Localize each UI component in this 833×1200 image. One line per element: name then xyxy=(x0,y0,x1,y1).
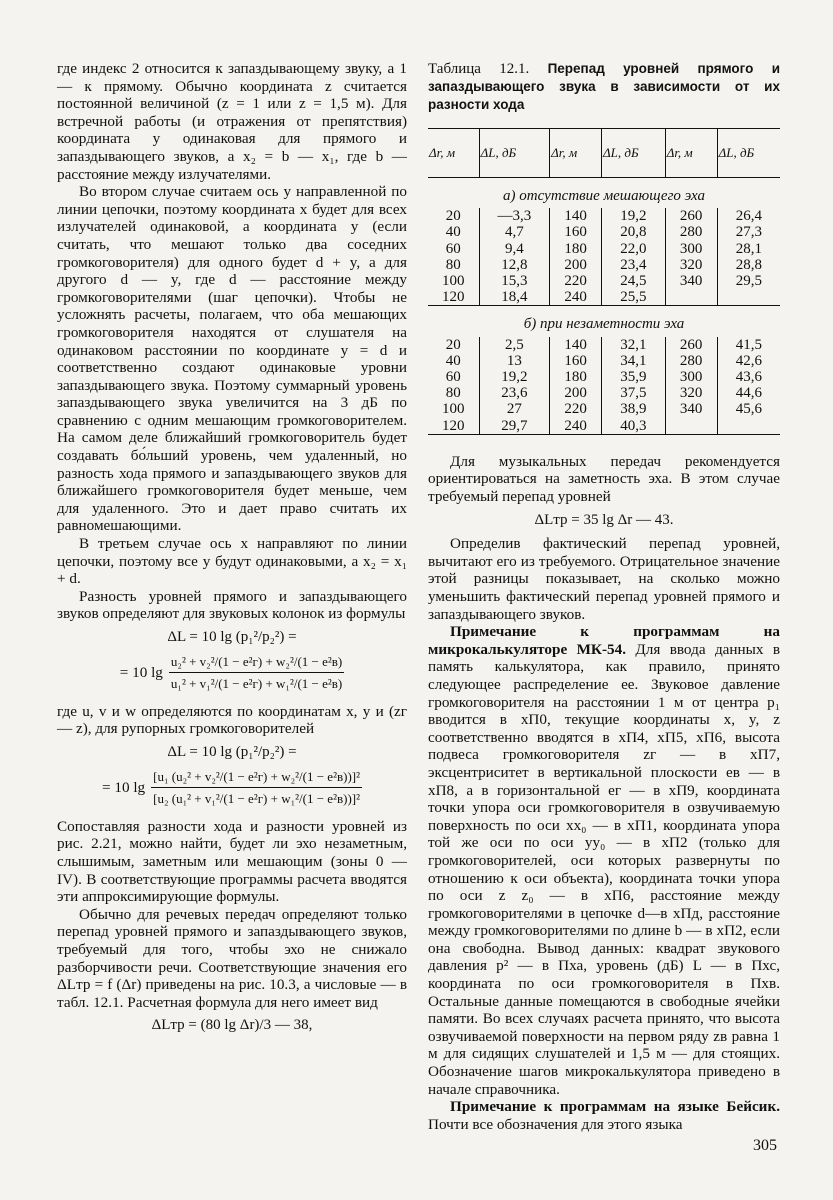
table-cell: 180 xyxy=(550,369,602,385)
formula-1-denominator: u₁² + v₁²/(1 − e²г) + w₁²/(1 − e²в) xyxy=(170,676,343,692)
table-cell xyxy=(717,418,780,435)
table-row xyxy=(428,241,780,257)
formula-2-denominator: [u₂ (u₁² + v₁²/(1 − e²г) + w₁²/(1 − e²в))]² xyxy=(153,791,361,807)
formula-2-numerator: [u₁ (u₂² + v₂²/(1 − e²г) + w₂²/(1 − e²в))]² xyxy=(151,768,362,789)
table-cell: 12,8 xyxy=(479,257,549,273)
table-cell: 40,3 xyxy=(602,418,666,435)
table-row xyxy=(428,369,780,385)
data-table xyxy=(428,128,780,435)
table-cell: 60 xyxy=(445,369,461,386)
table-caption xyxy=(428,60,780,114)
column-header: ΔL, дБ xyxy=(479,129,549,178)
note-heading: Примечание к программам на языке Бейсик. xyxy=(450,1098,780,1116)
table-section-row xyxy=(428,178,780,209)
paragraph: Разность уровней прямого и запаздывающего звуков определяют для звуковых колонок из формулы xyxy=(57,587,407,623)
column-header: Δr, м xyxy=(550,129,602,178)
table-cell: 240 xyxy=(550,289,602,306)
table-cell: 22,0 xyxy=(602,241,666,257)
formula-4: ΔLтр = 35 lg Δr — 43. xyxy=(534,511,674,528)
table-row xyxy=(428,224,780,240)
table-cell: 140 xyxy=(550,337,602,353)
table-row xyxy=(428,337,780,353)
table-cell: 140 xyxy=(550,208,602,224)
table-row xyxy=(428,273,780,289)
table-cell: 23,6 xyxy=(479,385,549,401)
table-cell: 100 xyxy=(442,273,465,290)
table-cell: 320 xyxy=(665,257,717,273)
table-cell: 13 xyxy=(479,353,549,369)
note-basic xyxy=(428,1098,780,1133)
table-cell: 20,8 xyxy=(602,224,666,240)
table-cell xyxy=(665,289,717,306)
table-cell: 80 xyxy=(445,385,461,402)
formula-1-top: ΔL = 10 lg (p₁²/p₂²) = xyxy=(167,629,297,645)
table-cell: 38,9 xyxy=(602,401,666,417)
right-column xyxy=(428,60,780,1133)
paragraph: Определив фактический перепад уровней, вычитают его из требуемого. Отрицательное значение этой разницы показывает, на сколько можно уменьшить фактический перепад уровней прямого и запаздывающего звуков. xyxy=(428,535,780,623)
column-header: Δr, м xyxy=(665,129,717,178)
paragraph: где u, v и w определяются по координатам x, y и (zг — z), для рупорных громкоговорителей xyxy=(57,702,407,738)
table-cell: 320 xyxy=(665,385,717,401)
page-number: 305 xyxy=(753,1137,777,1154)
formula-1-fraction xyxy=(169,653,344,693)
table-cell: 28,1 xyxy=(717,241,780,257)
table-cell: 2,5 xyxy=(479,337,549,353)
table-cell: 80 xyxy=(445,256,461,273)
table-cell: 120 xyxy=(428,418,479,435)
table-cell: 41,5 xyxy=(717,337,780,353)
table-cell: 40 xyxy=(445,224,461,241)
table-caption-prefix: Таблица 12.1. xyxy=(428,61,530,77)
table-row xyxy=(428,401,780,417)
table-cell: 4,7 xyxy=(479,224,549,240)
formula-2 xyxy=(57,768,407,808)
paragraph: Обычно для речевых передач определяют только перепад уровней прямого и запаздывающего звуков, требуемый для того, чтобы эхо не снижало разборчивости речи. Соответствующие значения его ΔLтр = f (Δr) приведены на рис. 10.3, а числовые — в табл. 12.1. Расчетная формула для него имеет вид xyxy=(57,905,407,1011)
table-row xyxy=(428,257,780,273)
paragraph: Во втором случае считаем ось y направленной по линии цепочки, поэтому координата x будет для всех излучателей одинаковой, а координата y (если считать, что мешают только два соседних громкоговорителя) для одного будет d + y, а для другого d — y, где d — расстояние между громкоговорителями (шаг цепочки). Чтобы не усложнять расчеты, полагаем, что оба мешающих громкоговорителя находятся от слушателя на одинаковом расстоянии по координате y = d и соответственно создают одинаковые уровни запаздывающего звука. Поэтому суммарный уровень запаздывающего звука увеличится на 3 дБ по сравнению с одним мешающим громкоговорителем. На самом деле ближайший громкоговоритель будет создавать бо́льший уровень, чем удаленный, но разность хода прямого и запаздывающего звуков для ближайшего громкоговорителя будет меньше, чем для удаленного. Это и дает право считать их равномешающими. xyxy=(57,183,407,535)
table-cell: 180 xyxy=(550,241,602,257)
table-section-label: а) отсутствие мешающего эха xyxy=(503,188,705,204)
table-cell: 37,5 xyxy=(602,385,666,401)
table-cell: 23,4 xyxy=(602,257,666,273)
table-row xyxy=(428,418,780,435)
note-body: Почти все обозначения для этого языка xyxy=(428,1115,683,1133)
table-cell xyxy=(665,418,717,435)
formula-2-prefix: = 10 lg xyxy=(101,778,146,796)
formula-2-fraction xyxy=(151,768,362,808)
table-cell: 27,3 xyxy=(717,224,780,240)
table-cell: 160 xyxy=(550,224,602,240)
column-header: ΔL, дБ xyxy=(717,129,780,178)
table-section-label: б) при незаметности эха xyxy=(523,316,685,333)
table-cell: 25,5 xyxy=(602,289,666,306)
table-cell: 100 xyxy=(442,401,465,418)
table-row xyxy=(428,289,780,306)
table-cell: 220 xyxy=(550,401,602,417)
table-cell: 340 xyxy=(665,273,717,289)
table-cell: 120 xyxy=(428,289,479,306)
table-cell: 260 xyxy=(665,337,717,353)
formula-1-prefix: = 10 lg xyxy=(119,663,163,681)
table-cell: 280 xyxy=(665,224,717,240)
note-body: Для ввода данных в память калькулятора, как правило, принято следующее распределение ее. Звуковое давление громкоговорителя на расстоянии 1 м от центра p₁ вводится в хП0, текущие координаты x, y, z соответственно вводятся в хП4, хП5, хП6, высота подвеса громкоговорителя zг — в хП7, эксцентриситет в вертикальной плоскости eв — в хП8, а в горизонтальной eг — в хП9, координата точки упора оси громкоговорителя в озвучиваемую поверхность по оси xx₀ — в хП1, координата упора той же оси по оси yy₀ — в хП2 (только для громкоговорителей, оси которых развернуты по отношению к оси объекта), координата точки упора по оси z z₀ — в хП6, расстояние между громкоговорителями в цепочке d—в хПд, расстояние между громкоговорителями по длине b — в хП2, если она свободна. Вывод данных: квадрат звукового давления p² — в Пха, уровень (дБ) L — в Пхс, координата по оси громкоговорителя в Пхв. Остальные данные помещаются в свободные ячейки памяти. Во всех случаях расчета принято, что высота озвучиваемой поверхности на первом ряду zв равна 1 м для сидящих слушателей и 1,5 м — для стоящих. Обозначение шагов микрокалькулятора приведено в начале справочника. xyxy=(428,640,781,1098)
table-cell: 340 xyxy=(665,401,717,417)
table-cell: 280 xyxy=(665,353,717,369)
table-cell: 32,1 xyxy=(602,337,666,353)
column-header: Δr, м xyxy=(428,129,479,178)
table-cell: 19,2 xyxy=(602,208,666,224)
table-cell: 43,6 xyxy=(717,369,780,385)
table-cell: 28,8 xyxy=(717,257,780,273)
table-row xyxy=(428,208,780,224)
table-cell: 240 xyxy=(550,418,602,435)
table-cell: 160 xyxy=(550,353,602,369)
table-cell: 42,6 xyxy=(717,353,780,369)
paragraph: В третьем случае ось x направляют по линии цепочки, поэтому все y будут одинаковыми, а x₂ = x₁ + d. xyxy=(57,535,407,588)
note-heading: Примечание к программам на микрокалькуляторе МК-54. xyxy=(428,623,780,658)
table-cell: —3,3 xyxy=(479,208,549,224)
table-cell: 200 xyxy=(550,385,602,401)
table-cell: 45,6 xyxy=(717,401,780,417)
table-row xyxy=(428,385,780,401)
note-microcalculator xyxy=(428,623,780,1098)
table-body xyxy=(428,178,780,435)
table-cell: 19,2 xyxy=(479,369,549,385)
table-cell xyxy=(717,289,780,306)
formula-3: ΔLтр = (80 lg Δr)/3 — 38, xyxy=(151,1017,313,1034)
table-cell: 18,4 xyxy=(479,289,549,306)
table-caption-title: Перепад уровней прямого и запаздывающего звука в зависимости от их разности хода xyxy=(428,61,780,112)
table-cell: 260 xyxy=(665,208,717,224)
table-cell: 24,5 xyxy=(602,273,666,289)
table-cell: 300 xyxy=(665,241,717,257)
table-cell: 20 xyxy=(445,208,461,225)
table-cell: 20 xyxy=(445,336,461,353)
left-column xyxy=(57,60,407,1041)
table-row xyxy=(428,353,780,369)
table-cell: 60 xyxy=(445,240,461,257)
paragraph: Для музыкальных передач рекомендуется ориентироваться на заметность эха. В этом случае требуемый перепад уровней xyxy=(428,452,780,506)
formula-1 xyxy=(57,653,407,693)
table-cell: 26,4 xyxy=(717,208,780,224)
paragraph: где индекс 2 относится к запаздывающему звуку, а 1 — к прямому. Обычно координата z считается постоянной величиной (z = 1 или z = 1,5 м). Для встречной работы (и отражения от препятствия) координата y одинаковая для прямого и запаздывающего звуков, а x₂ = b — x₁, где b — расстояние между излучателями. xyxy=(57,60,407,183)
table-cell: 44,6 xyxy=(717,385,780,401)
table-cell: 9,4 xyxy=(479,241,549,257)
table-cell: 200 xyxy=(550,257,602,273)
formula-1-numerator: u₂² + v₂²/(1 − e²г) + w₂²/(1 − e²в) xyxy=(169,653,344,674)
table-cell: 29,5 xyxy=(717,273,780,289)
table-cell: 35,9 xyxy=(602,369,666,385)
table-cell: 300 xyxy=(665,369,717,385)
table-header-row xyxy=(428,129,780,178)
formula-2-top: ΔL = 10 lg (p₁²/p₂²) = xyxy=(167,743,297,760)
table-cell: 27 xyxy=(479,401,549,417)
column-header: ΔL, дБ xyxy=(602,129,666,178)
table-section-row xyxy=(428,306,780,337)
paragraph: Сопоставляя разности хода и разности уровней из рис. 2.21, можно найти, будет ли эхо незаметным, слышимым, заметным или мешающим (зоны 0 — IV). В соответствующие программы расчета вводятся эти аппроксимирующие формулы. xyxy=(57,817,407,906)
table-cell: 34,1 xyxy=(602,353,666,369)
table-cell: 220 xyxy=(550,273,602,289)
table-cell: 29,7 xyxy=(479,418,549,435)
table-cell: 40 xyxy=(445,352,461,369)
table-cell: 15,3 xyxy=(479,273,549,289)
